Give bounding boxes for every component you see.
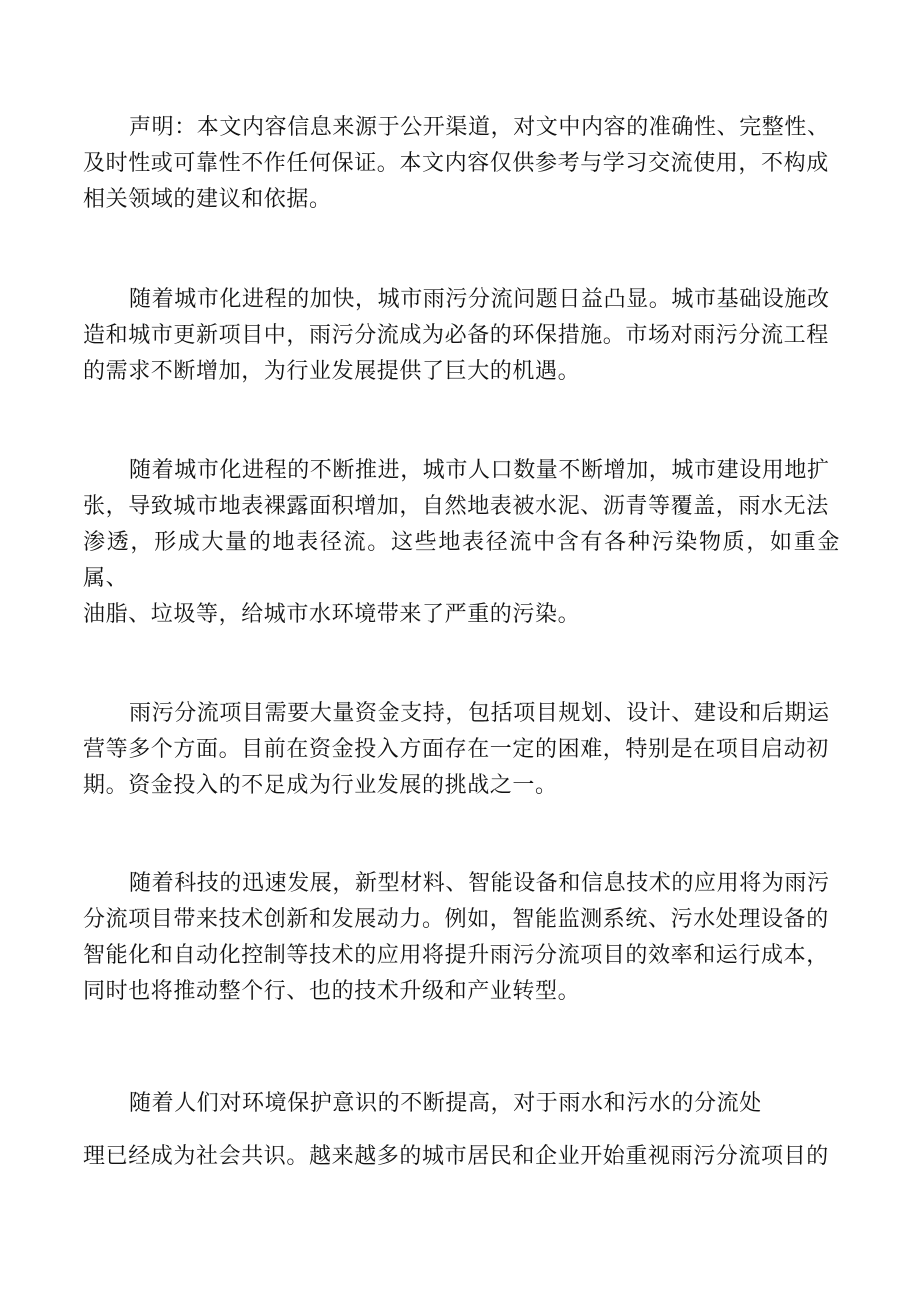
- body-paragraph: 随着城市化进程的加快，城市雨污分流问题日益凸显。城市基础设施改 造和城市更新项目中，雨污分流成为必备的环保措施。市场对雨污分流工程 的需求不断增加，为行业发展提供了巨大的机遇。: [83, 287, 830, 384]
- body-paragraph: 雨污分流项目需要大量资金支持，包括项目规划、设计、建设和后期运 营等多个方面。目前在资金投入方面存在一定的困难，特别是在项目启动初 期。资金投入的不足成为行业发展的挑战之一。: [83, 701, 830, 798]
- body-paragraph: 随着科技的迅速发展，新型材料、智能设备和信息技术的应用将为雨污 分流项目带来技术创新和发展动力。例如，智能监测系统、污水处理设备的 智能化和自动化控制等技术的应用将提升雨污分流项目的效率和运行成本， 同时也将推动整个行、也的技术升级和产业转型。: [83, 871, 830, 1004]
- body-paragraph: 随着城市化进程的不断推进，城市人口数量不断增加，城市建设用地扩 张，导致城市地表裸露面积增加，自然地表被水泥、沥青等覆盖，雨水无法 渗透，形成大量的地表径流。这些地表径流中含有各种污染物质，如重金属、 油脂、垃圾等，给城市水环境带来了严重的污染。: [83, 458, 840, 627]
- body-paragraph: 随着人们对环境保护意识的不断提高，对于雨水和污水的分流处 理已经成为社会共识。越来越多的城市居民和企业开始重视雨污分流项目的: [83, 1091, 829, 1169]
- disclaimer-paragraph: 声明：本文内容信息来源于公开渠道，对文中内容的准确性、完整性、 及时性或可靠性不作任何保证。本文内容仅供参考与学习交流使用，不构成 相关领域的建议和依据。: [83, 115, 830, 212]
